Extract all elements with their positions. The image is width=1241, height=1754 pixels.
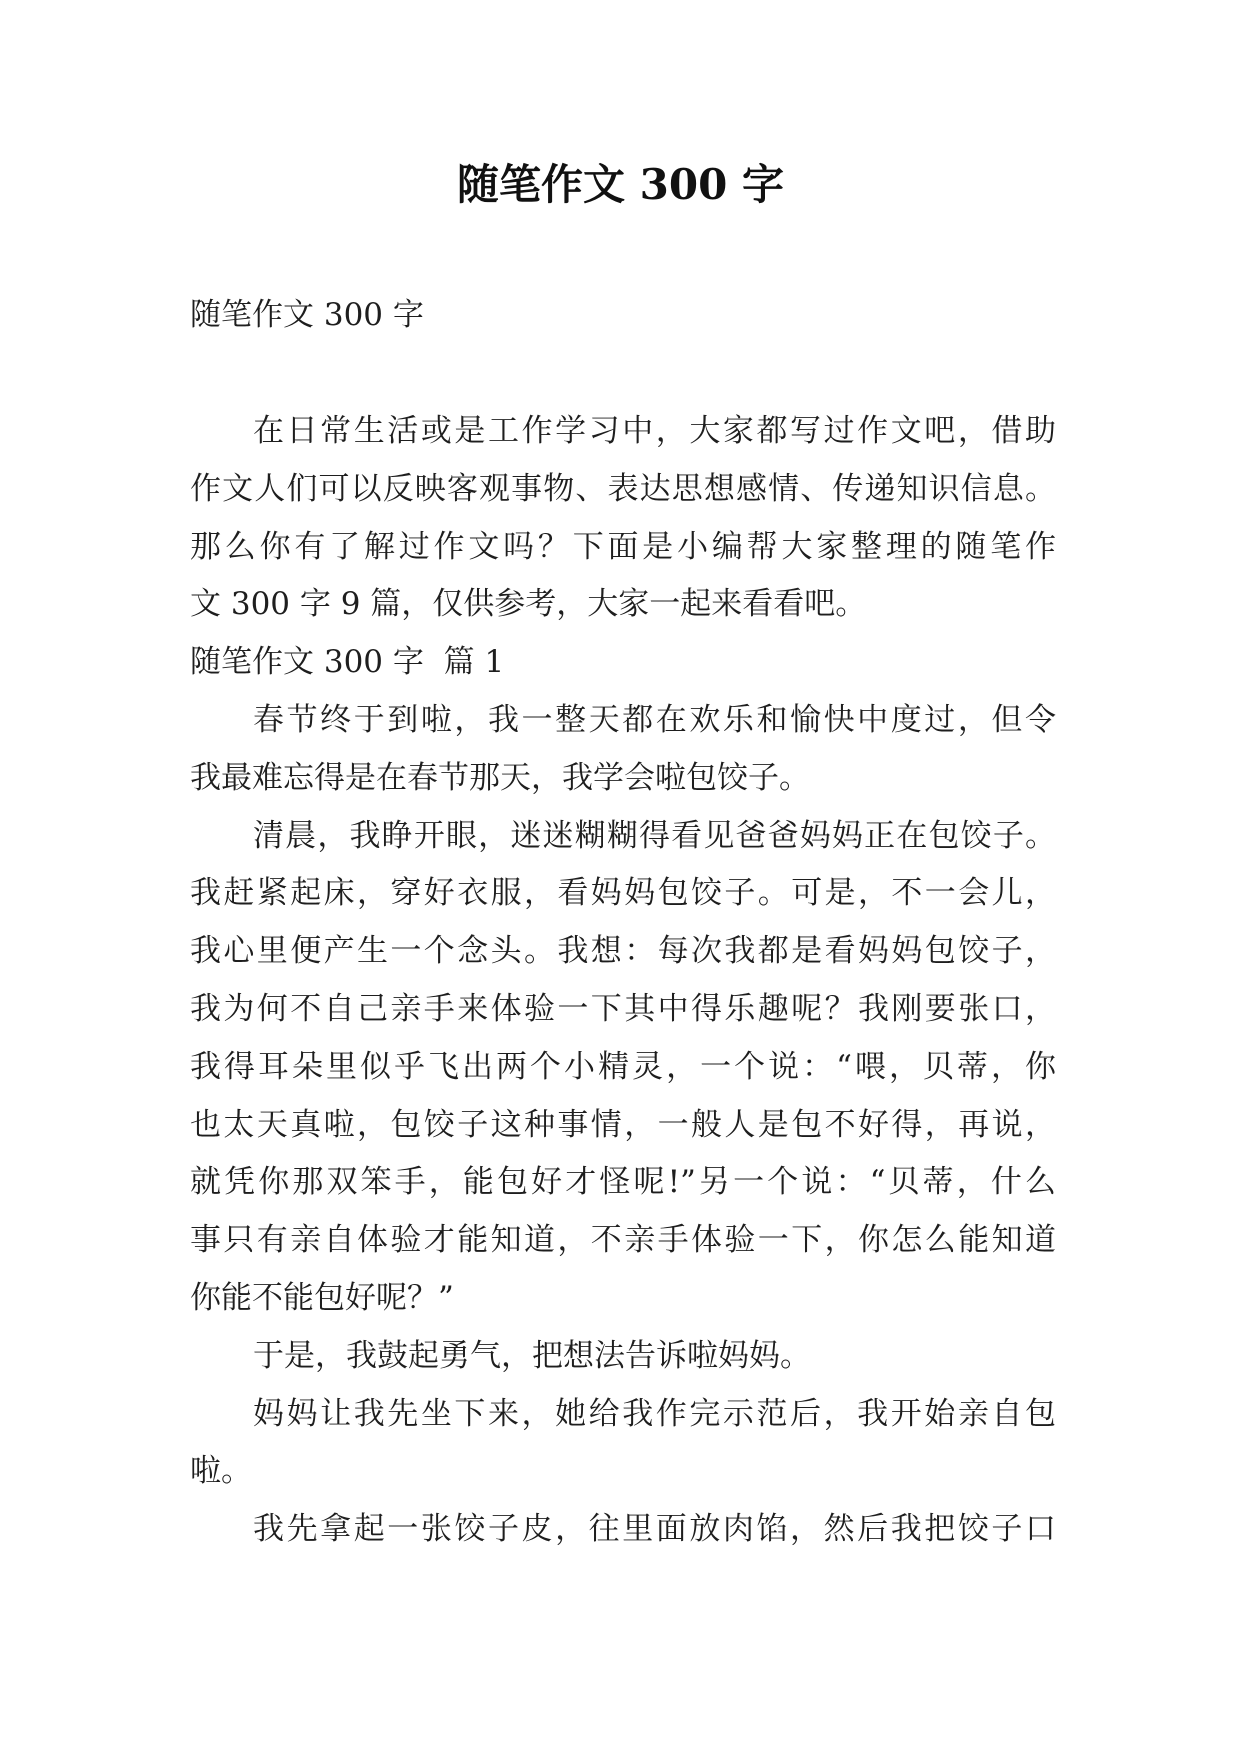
paragraph-line: 作文人们可以反映客观事物、表达思想感情、传递知识信息。 xyxy=(190,470,1056,507)
document-subtitle: 随笔作文 300 字 xyxy=(190,297,424,333)
paragraph xyxy=(190,808,1056,1328)
paragraph-line: 我为何不自己亲手来体验一下其中得乐趣呢？我刚要张口， xyxy=(190,990,1056,1027)
paragraph-line: 就凭你那双笨手，能包好才怪呢!”另一个说：“贝蒂，什么 xyxy=(190,1164,1056,1201)
paragraph xyxy=(190,1501,1056,1559)
paragraph-line: 在日常生活或是工作学习中，大家都写过作文吧，借助 xyxy=(253,413,1056,449)
paragraph-line: 我心里便产生一个念头。我想：每次我都是看妈妈包饺子， xyxy=(190,933,1056,970)
paragraph xyxy=(190,1386,1056,1502)
paragraph-line: 于是，我鼓起勇气，把想法告诉啦妈妈。 xyxy=(253,1337,811,1374)
paragraph-line: 文 300 字 9 篇，仅供参考，大家一起来看看吧。 xyxy=(190,586,867,623)
paragraph-line: 春节终于到啦，我一整天都在欢乐和愉快中度过，但令 xyxy=(253,701,1056,738)
intro-paragraph xyxy=(190,403,1056,634)
paragraph-line: 也太天真啦，包饺子这种事情，一般人是包不好得，再说， xyxy=(190,1106,1056,1143)
paragraph-line: 那么你有了解过作文吗？下面是小编帮大家整理的随笔作 xyxy=(190,528,1056,565)
paragraph xyxy=(190,692,1056,808)
document-title: 随笔作文 300 字 xyxy=(457,160,784,209)
paragraph xyxy=(190,1328,1056,1386)
paragraph-line: 妈妈让我先坐下来，她给我作完示范后，我开始亲自包 xyxy=(253,1395,1056,1432)
paragraph-line: 你能不能包好呢？” xyxy=(190,1279,454,1316)
paragraph-line: 事只有亲自体验才能知道，不亲手体验一下，你怎么能知道 xyxy=(190,1222,1056,1259)
paragraph-line: 我先拿起一张饺子皮，往里面放肉馅，然后我把饺子口 xyxy=(253,1511,1056,1548)
paragraph-line: 清晨，我睁开眼，迷迷糊糊得看见爸爸妈妈正在包饺子。 xyxy=(253,817,1056,854)
section-heading: 随笔作文 300 字 篇 1 xyxy=(190,644,505,681)
paragraph-line: 啦。 xyxy=(190,1453,252,1490)
paragraph-line: 我赶紧起床，穿好衣服，看妈妈包饺子。可是，不一会儿， xyxy=(190,875,1056,912)
paragraph-line: 我得耳朵里似乎飞出两个小精灵，一个说：“喂，贝蒂，你 xyxy=(190,1048,1056,1085)
paragraph-line: 我最难忘得是在春节那天，我学会啦包饺子。 xyxy=(190,759,810,796)
document-body xyxy=(190,403,1056,1559)
